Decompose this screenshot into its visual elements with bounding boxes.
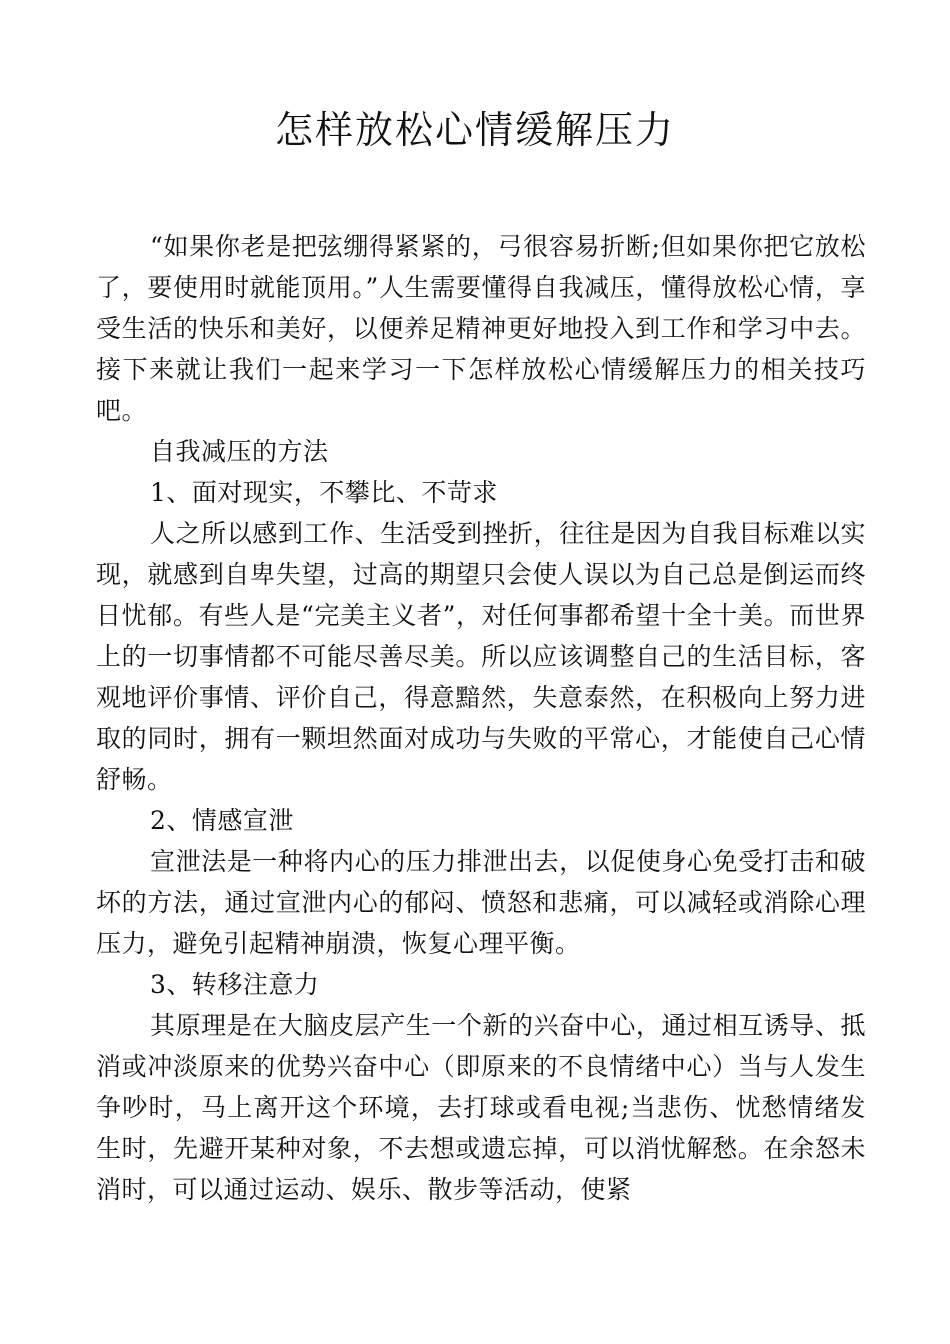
section-heading: 自我减压的方法 [150,437,329,466]
document-body [96,226,866,1210]
method-1-paragraph: 人之所以感到工作、生活受到挫折，往往是因为自我目标难以实现，就感到自卑失望，过高的期望只会使人误以为自己总是倒运而终日忧郁。有些人是“完美主义者”，对任何事都希望十全十美。而世界上的一切事情都不可能尽善尽美。所以应该调整自己的生活目标，客观地评价事情、评价自己，得意黯然，失意泰然，在积极向上努力进取的同时，拥有一颗坦然面对成功与失败的平常心，才能使自己心情舒畅。 [96,519,866,794]
method-3-heading: 3、转移注意力 [150,970,320,999]
intro-paragraph: “如果你老是把弦绷得紧紧的，弓很容易折断;但如果你把它放松了，要使用时就能顶用。”人生需要懂得自我减压，懂得放松心情，享受生活的快乐和美好，以便养足精神更好地投入到工作和学习中去。接下来就让我们一起来学习一下怎样放松心情缓解压力的相关技巧吧。 [96,232,866,425]
method-1-heading: 1、面对现实，不攀比、不苛求 [150,478,498,507]
method-2-paragraph: 宣泄法是一种将内心的压力排泄出去，以促使身心免受打击和破坏的方法，通过宣泄内心的郁闷、愤怒和悲痛，可以减轻或消除心理压力，避免引起精神崩溃，恢复心理平衡。 [96,847,866,958]
document-title: 怎样放松心情缓解压力 [274,108,675,152]
method-3-paragraph: 其原理是在大脑皮层产生一个新的兴奋中心，通过相互诱导、抵消或冲淡原来的优势兴奋中心（即原来的不良情绪中心）当与人发生争吵时，马上离开这个环境，去打球或看电视;当悲伤、忧愁情绪发生时，先避开某种对象，不去想或遗忘掉，可以消忧解愁。在余怒未消时，可以通过运动、娱乐、散步等活动，使紧 [96,1011,866,1204]
method-2-heading: 2、情感宣泄 [150,806,294,835]
